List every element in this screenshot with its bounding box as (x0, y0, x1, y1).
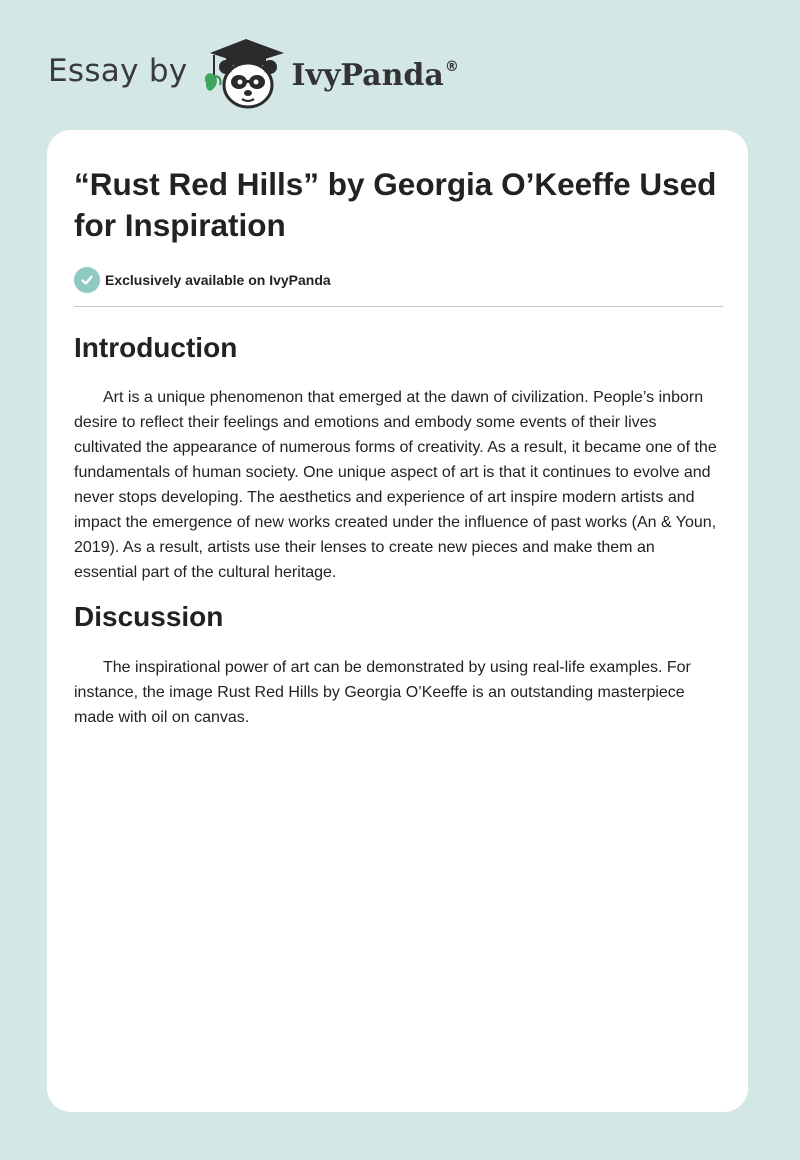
essay-title: “Rust Red Hills” by Georgia O’Keeffe Used for Inspiration (74, 166, 717, 243)
exclusive-label: Exclusively available on IvyPanda (105, 272, 331, 288)
divider (74, 306, 723, 307)
brand-name: IvyPanda® (291, 57, 459, 93)
essay-card (47, 130, 748, 1112)
section-heading-introduction: Introduction (74, 332, 238, 363)
essay-content (74, 130, 722, 730)
section-body-introduction: Art is a unique phenomenon that emerged at the dawn of civilization. People’s inborn desire to reflect their feelings and emotions and embody some events of their lives cultivated the appearance of numerous forms of creativity. As a result, it became one of the fundamentals of human society. One unique aspect of art is that it continues to evolve and never stops developing. The aesthetics and experience of art inspire modern artists and impact the emergence of new works created under the influence of past works (An & Youn, 2019). As a result, artists use their lenses to create new pieces and make them an essential part of the cultural heritage. (74, 389, 717, 581)
registered-mark: ® (444, 58, 459, 75)
section-body-discussion: The inspirational power of art can be demonstrated by using real-life examples. For instance, the image Rust Red Hills by Georgia O’Keeffe is an outstanding masterpiece made with oil on canvas. (74, 659, 691, 726)
check-icon (74, 267, 100, 293)
exclusive-badge (74, 266, 722, 294)
section-heading-discussion: Discussion (74, 601, 224, 632)
panda-graduate-icon (200, 35, 292, 113)
site-header (48, 34, 459, 114)
essay-by-label: Essay by (48, 53, 188, 89)
